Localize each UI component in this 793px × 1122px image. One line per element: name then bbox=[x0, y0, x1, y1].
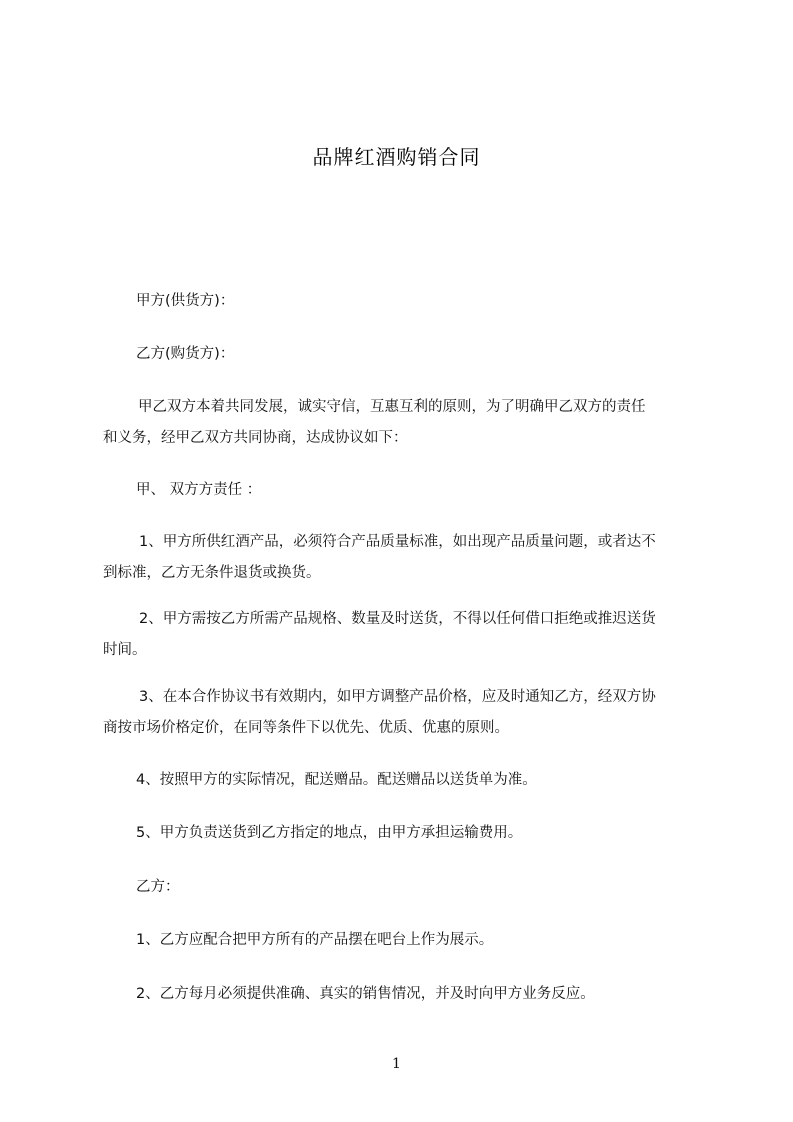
party-a-term-3 bbox=[103, 682, 715, 744]
preamble-line-1: 甲乙双方本着共同发展，诚实守信，互惠互利的原则，为了明确甲乙双方的责任 bbox=[138, 399, 646, 415]
party-a-line: 甲方(供货方)： bbox=[136, 293, 235, 309]
preamble-line-2: 和义务，经甲乙双方共同协商，达成协议如下： bbox=[103, 430, 408, 446]
section-heading: 甲、 双方方责任 ： bbox=[136, 482, 262, 498]
term-line: 3、在本合作协议书有效期内，如甲方调整产品价格，应及时通知乙方，经双方协 bbox=[139, 689, 656, 705]
preamble-paragraph bbox=[103, 392, 715, 454]
term-line: 时间。 bbox=[103, 642, 147, 658]
term-line: 2、乙方每月必须提供准确、真实的销售情况，并及时向甲方业务反应。 bbox=[136, 986, 595, 1002]
party-b-term-1 bbox=[103, 925, 715, 956]
party-a-term-5 bbox=[103, 818, 715, 849]
term-line: 1、甲方所供红酒产品，必须符合产品质量标准，如出现产品质量问题，或者达不 bbox=[139, 534, 656, 550]
party-b-heading: 乙方： bbox=[136, 879, 180, 895]
term-line: 到标准，乙方无条件退货或换货。 bbox=[103, 565, 321, 581]
term-line: 5、甲方负责送货到乙方指定的地点，由甲方承担运输费用。 bbox=[136, 825, 523, 841]
party-a-term-2 bbox=[103, 604, 715, 666]
term-line: 商按市场价格定价，在同等条件下以优先、优质、优惠的原则。 bbox=[103, 720, 509, 736]
term-line: 4、按照甲方的实际情况，配送赠品。配送赠品以送货单为准。 bbox=[136, 772, 537, 788]
party-b-line: 乙方(购货方)： bbox=[136, 346, 235, 362]
party-a-term-1 bbox=[103, 527, 715, 589]
document-title: 品牌红酒购销合同 bbox=[312, 145, 481, 169]
party-b-term-2 bbox=[103, 979, 715, 1010]
page-number: 1 bbox=[392, 1056, 401, 1072]
party-a-term-4 bbox=[103, 765, 715, 796]
term-line: 2、甲方需按乙方所需产品规格、数量及时送货，不得以任何借口拒绝或推迟送货 bbox=[139, 611, 656, 627]
term-line: 1、乙方应配合把甲方所有的产品摆在吧台上作为展示。 bbox=[136, 932, 494, 948]
